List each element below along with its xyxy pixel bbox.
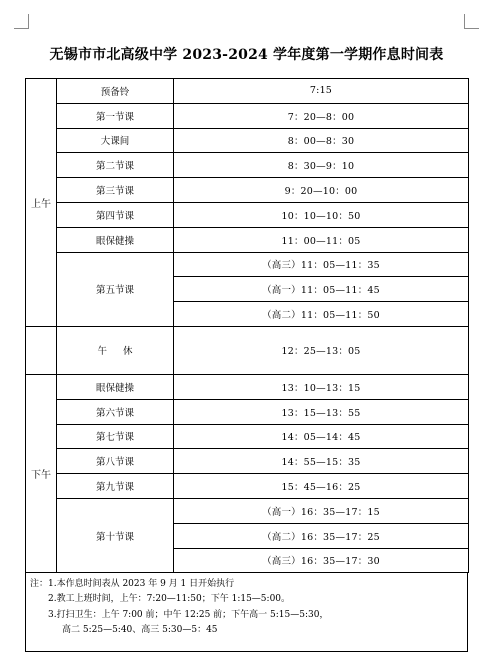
period-name: 预备铃	[57, 79, 174, 104]
period-name-fifth: 第五节课	[57, 252, 174, 326]
table-row	[26, 498, 469, 523]
period-name: 眼保健操	[57, 374, 174, 399]
table-row	[26, 178, 469, 203]
period-time: 13：15—13：55	[174, 399, 469, 424]
period-time: （高三）16：35—17：30	[174, 548, 469, 573]
period-time: （高一）16：35—17：15	[174, 498, 469, 523]
period-name: 眼保健操	[57, 227, 174, 252]
table-row	[26, 374, 469, 399]
table-row	[26, 474, 469, 499]
page-title: 无锡市市北高级中学 2023-2024 学年度第一学期作息时间表	[49, 47, 444, 63]
table-row	[26, 326, 469, 374]
period-time: （高三）11：05—11：35	[174, 252, 469, 277]
period-time: 10：10—10：50	[174, 202, 469, 227]
period-name: 第七节课	[57, 424, 174, 449]
period-time: 11：00—11：05	[174, 227, 469, 252]
session-afternoon-cell: 下午	[26, 374, 57, 572]
period-time: 12：25—13：05	[174, 326, 469, 374]
notes-box	[25, 572, 468, 652]
note-line: 注：1.本作息时间表从 2023 年 9 月 1 日开始执行	[30, 579, 235, 589]
schedule-table	[25, 78, 469, 573]
crop-mark-top-left	[14, 14, 29, 29]
note-line: 高二 5:25—5:40、高三 5:30—5：45	[62, 625, 218, 635]
period-name-noon	[57, 326, 174, 374]
session-noon-cell	[26, 326, 57, 374]
period-time: 7：20—8：00	[174, 103, 469, 128]
period-time: 15：45—16：25	[174, 474, 469, 499]
period-name-tenth: 第十节课	[57, 498, 174, 572]
period-time: 14：55—15：35	[174, 449, 469, 474]
noon-label: 午休	[97, 346, 149, 358]
session-morning-cell: 上午	[26, 79, 57, 327]
table-row	[26, 449, 469, 474]
table-row	[26, 128, 469, 153]
period-time: （高一）11：05—11：45	[174, 277, 469, 302]
table-row	[26, 399, 469, 424]
period-name: 第二节课	[57, 153, 174, 178]
crop-mark-top-right	[464, 14, 479, 29]
period-time: 9：20—10：00	[174, 178, 469, 203]
period-name: 第六节课	[57, 399, 174, 424]
table-row	[26, 252, 469, 277]
table-row	[26, 227, 469, 252]
period-time: 14：05—14：45	[174, 424, 469, 449]
note-line: 2.教工上班时间，上午：7:20—11:50；下午 1:15—5:00。	[48, 594, 291, 604]
period-time: 7:15	[174, 79, 469, 104]
table-row	[26, 103, 469, 128]
table-row	[26, 424, 469, 449]
table-row	[26, 79, 469, 104]
period-name: 第九节课	[57, 474, 174, 499]
period-time: （高二）16：35—17：25	[174, 523, 469, 548]
period-time: 13：10—13：15	[174, 374, 469, 399]
period-name: 第八节课	[57, 449, 174, 474]
table-row	[26, 202, 469, 227]
period-time: 8：30—9：10	[174, 153, 469, 178]
period-time: （高二）11：05—11：50	[174, 302, 469, 327]
period-name: 第四节课	[57, 202, 174, 227]
table-row	[26, 153, 469, 178]
note-line: 3.打扫卫生：上午 7:00 前；中午 12:25 前；下午高一 5:15—5:30，	[48, 610, 329, 620]
period-name: 第一节课	[57, 103, 174, 128]
period-time: 8：00—8：30	[174, 128, 469, 153]
period-name: 大课间	[57, 128, 174, 153]
period-name: 第三节课	[57, 178, 174, 203]
